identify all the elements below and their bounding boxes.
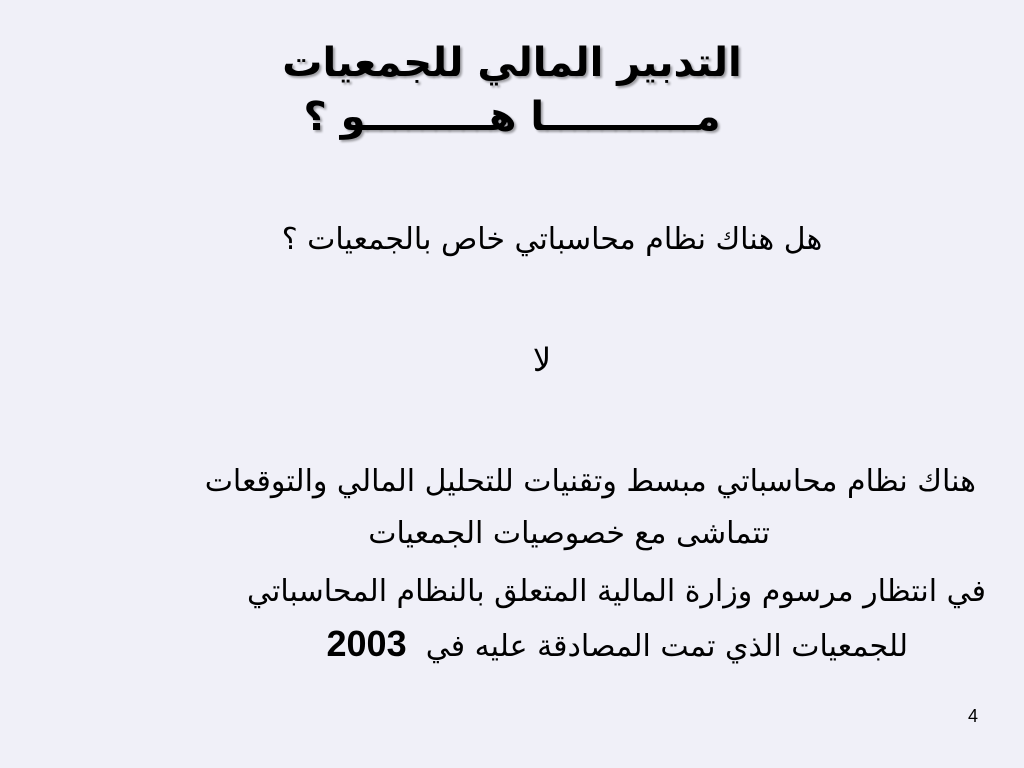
paragraph2-line-2 (106, 618, 908, 673)
paragraph1-line-1: هناك نظام محاسباتي مبسط وتقنيات للتحليل المالي والتوقعات (204, 464, 976, 499)
title-line-1: التدبير المالي للجمعيات (282, 40, 742, 86)
page-number: 4 (967, 706, 978, 726)
paragraph1-line-2: تتماشى مع خصوصيات الجمعيات (368, 516, 770, 551)
approval-year: 2003 (326, 623, 407, 664)
paragraph2-line-2-text: للجمعيات الذي تمت المصادقة عليه في (425, 629, 908, 664)
paragraph-pending-decree (106, 566, 986, 673)
slide-title (0, 36, 1024, 144)
question-text: هل هناك نظام محاسباتي خاص بالجمعيات ؟ (281, 222, 823, 257)
paragraph2-line-1: في انتظار مرسوم وزارة المالية المتعلق بالنظام المحاسباتي (247, 574, 986, 609)
answer-text: لا (532, 341, 552, 379)
paragraph-simplified-accounting (96, 456, 976, 560)
title-line-2: مـــــــــــا هـــــــــو ؟ (303, 94, 721, 140)
